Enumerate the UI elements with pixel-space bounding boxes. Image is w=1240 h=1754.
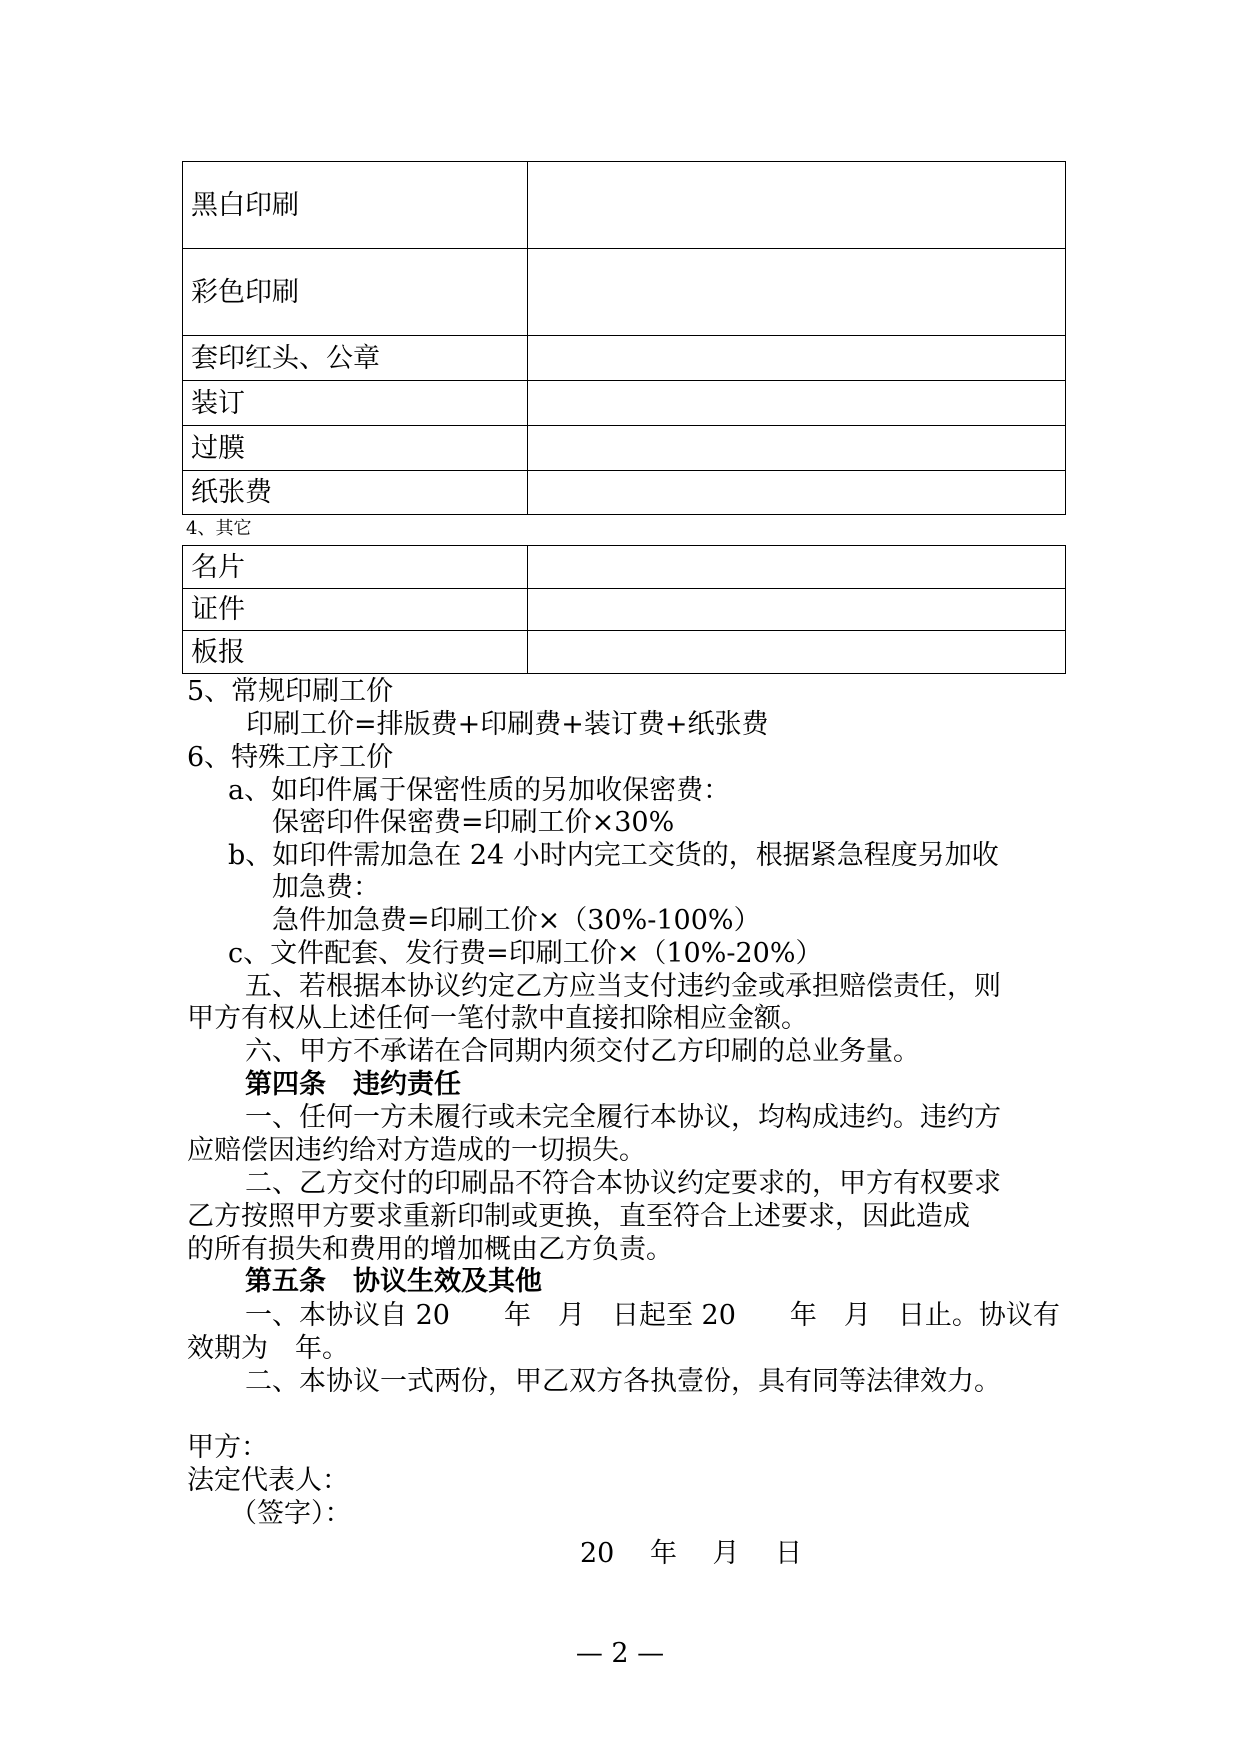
list-item-b-cont: 加急费： [272,872,380,903]
legal-representative-label: 法定代表人： [187,1465,349,1496]
section-5-heading: 5、常规印刷工价 [187,676,394,707]
signature-label: （签字）： [230,1498,352,1529]
paragraph-5-cont: 甲方有权从上述任何一笔付款中直接扣除相应金额。 [187,1003,808,1034]
table-row [183,546,1066,589]
article-4-clause-2: 二、乙方交付的印刷品不符合本协议约定要求的，甲方有权要求 [245,1168,1001,1199]
price-cell[interactable] [528,249,1066,336]
article-5-heading: 第五条 协议生效及其他 [245,1266,542,1297]
item-label: 套印红头、公章 [183,336,528,381]
price-cell[interactable] [528,589,1066,631]
price-cell[interactable] [528,162,1066,249]
price-cell[interactable] [528,426,1066,471]
item-label: 黑白印刷 [183,162,528,249]
article-4-clause-2-cont: 乙方按照甲方要求重新印制或更换，直至符合上述要求，因此造成 [187,1201,970,1232]
table-row [183,471,1066,515]
printing-price-table [182,161,1066,515]
item-label: 过膜 [183,426,528,471]
article-4-clause-1: 一、任何一方未履行或未完全履行本协议，均构成违约。违约方 [245,1102,1001,1133]
item-label: 名片 [183,546,528,589]
party-a-label: 甲方： [187,1432,268,1463]
item-label: 装订 [183,381,528,426]
item-label: 板报 [183,631,528,674]
paragraph-6: 六、甲方不承诺在合同期内须交付乙方印刷的总业务量。 [245,1036,920,1067]
article-4-clause-2-cont: 的所有损失和费用的增加概由乙方负责。 [187,1234,673,1265]
table-row [183,336,1066,381]
article-4-heading: 第四条 违约责任 [245,1069,461,1100]
article-5-clause-1: 一、本协议自 20 年 月 日起至 20 年 月 日止。协议有 [245,1300,1060,1331]
table-row [183,631,1066,674]
item-label: 纸张费 [183,471,528,515]
list-item-c: c、文件配套、发行费=印刷工价×（10%-20%） [228,938,823,969]
formula-line: 保密印件保密费=印刷工价×30% [272,807,675,838]
formula-line: 印刷工价=排版费+印刷费+装订费+纸张费 [246,709,769,740]
table-row [183,162,1066,249]
section-4-label: 4、其它 [186,518,252,539]
formula-line: 急件加急费=印刷工价×（30%-100%） [272,905,761,936]
price-cell[interactable] [528,546,1066,589]
article-5-clause-1-cont: 效期为 年。 [187,1333,349,1364]
price-cell[interactable] [528,471,1066,515]
item-label: 彩色印刷 [183,249,528,336]
price-cell[interactable] [528,336,1066,381]
item-label: 证件 [183,589,528,631]
table-row [183,589,1066,631]
article-5-clause-2: 二、本协议一式两份，甲乙双方各执壹份，具有同等法律效力。 [245,1366,1001,1397]
article-4-clause-1-cont: 应赔偿因违约给对方造成的一切损失。 [187,1135,646,1166]
section-6-heading: 6、特殊工序工价 [187,742,394,773]
list-item-b: b、如印件需加急在 24 小时内完工交货的，根据紧急程度另加收 [228,840,999,871]
table-row [183,381,1066,426]
page-number: — 2 — [575,1638,665,1669]
signing-date: 20 年 月 日 [580,1538,803,1569]
other-items-table [182,545,1066,674]
paragraph-5: 五、若根据本协议约定乙方应当支付违约金或承担赔偿责任，则 [245,971,1001,1002]
price-cell[interactable] [528,631,1066,674]
list-item-a: a、如印件属于保密性质的另加收保密费： [228,775,731,806]
price-cell[interactable] [528,381,1066,426]
table-row [183,249,1066,336]
table-row [183,426,1066,471]
